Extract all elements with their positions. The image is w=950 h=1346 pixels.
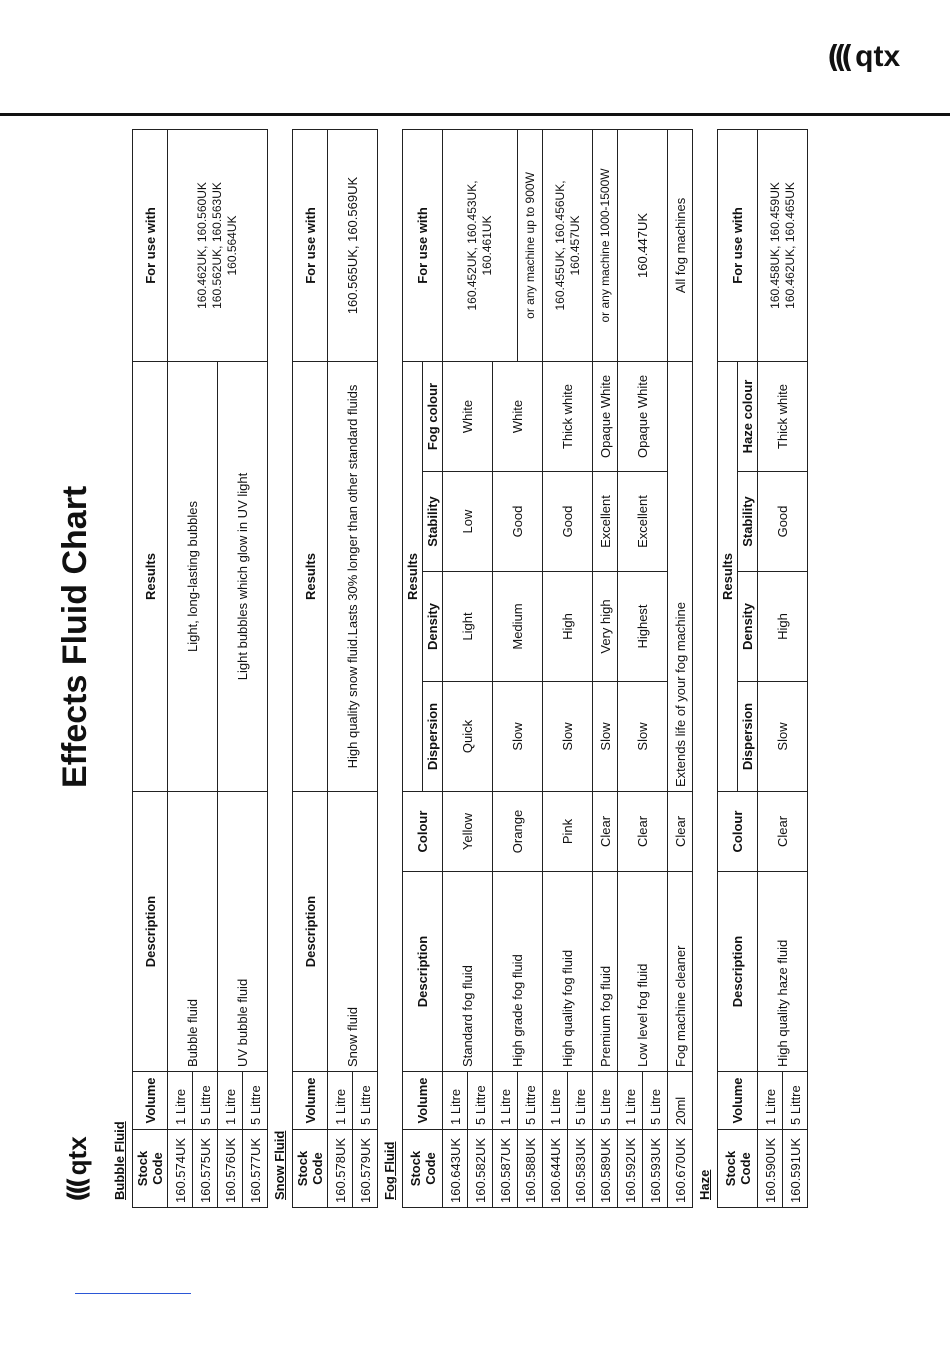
effects-fluid-chart (48, 130, 803, 1208)
stock-code: 160.587UK (493, 1130, 518, 1208)
header-colour: Colour (403, 792, 443, 872)
description: UV bubble fluid (218, 792, 268, 1072)
volume: 1 Litre (443, 1072, 468, 1130)
density: High (543, 572, 593, 682)
dispersion: Slow (493, 682, 543, 792)
haze-colour: Thick white (758, 361, 808, 471)
results: Light bubbles which glow in UV light (218, 362, 268, 792)
volume: 5 Littre (353, 1072, 378, 1130)
volume: 5 Litre (643, 1072, 668, 1130)
stock-code: 160.574UK (168, 1130, 193, 1208)
header-colour: Colour (718, 792, 758, 872)
fog-colour: Opaque White (593, 361, 618, 471)
volume: 1 Litre (758, 1072, 783, 1130)
header-description: Description (133, 792, 168, 1072)
colour: Clear (593, 792, 618, 872)
header-results: Results (133, 362, 168, 792)
for-use-line: 160.455UK, 160.456UK, (552, 180, 567, 311)
fog-colour: White (443, 361, 493, 471)
for-use-line: 160.462UK, 160.465UK (782, 182, 797, 309)
header-stock-code: Stock Code (293, 1130, 328, 1208)
table-row (668, 129, 693, 1207)
description: High grade fog fluid (493, 872, 543, 1072)
stock-code: 160.575UK (193, 1130, 218, 1208)
section-title-snow: Snow Fluid (272, 1130, 287, 1200)
header-results: Results (293, 362, 328, 792)
table-row (328, 130, 353, 1208)
volume: 5 Littre (193, 1072, 218, 1130)
header-stability: Stability (738, 472, 758, 572)
stock-code: 160.582UK (468, 1130, 493, 1208)
colour: Orange (493, 792, 543, 872)
stock-code: 160.592UK (618, 1130, 643, 1208)
description: Bubble fluid (168, 792, 218, 1072)
description: Premium fog fluid (593, 872, 618, 1072)
header-for-use: For use with (293, 130, 328, 362)
header-fog-colour: Fog colour (423, 361, 443, 471)
header-results: Results (403, 361, 423, 791)
for-use-with (758, 129, 808, 361)
for-use-line: 160.457UK (567, 215, 582, 276)
volume: 5 Littre (468, 1072, 493, 1130)
qtx-waves-icon: ((( (62, 1181, 93, 1202)
density: Very high (593, 572, 618, 682)
colour: Clear (758, 792, 808, 872)
stock-code: 160.644UK (543, 1130, 568, 1208)
volume: 1 Litre (618, 1072, 643, 1130)
section-title-haze: Haze (697, 1169, 712, 1200)
header-volume: Volume (718, 1072, 758, 1130)
section-title-fog: Fog Fluid (382, 1141, 397, 1200)
snow-table (292, 129, 378, 1208)
qtx-waves-icon: ((( (827, 39, 848, 75)
colour: Clear (668, 792, 693, 872)
for-use-line: 160.564UK (225, 215, 239, 276)
for-use-with: or any machine up to 900W (518, 129, 543, 361)
header-brand: qtx (855, 40, 901, 73)
header-volume: Volume (133, 1072, 168, 1130)
table-row (758, 129, 783, 1207)
description: Fog machine cleaner (668, 872, 693, 1072)
density: Light (443, 572, 493, 682)
header-volume: Volume (293, 1072, 328, 1130)
dispersion: Slow (618, 682, 668, 792)
header-results: Results (718, 361, 738, 791)
dispersion: Slow (758, 682, 808, 792)
volume: 5 Littre (243, 1072, 268, 1130)
stock-code: 160.591UK (783, 1130, 808, 1208)
stock-code: 160.576UK (218, 1130, 243, 1208)
table-header-row (293, 130, 328, 1208)
header-description: Description (293, 792, 328, 1072)
stability: Excellent (618, 472, 668, 572)
header-for-use: For use with (403, 129, 443, 361)
description: High quality fog fluid (543, 872, 593, 1072)
for-use-with: or any machine 1000-1500W (593, 129, 618, 361)
stability: Excellent (593, 472, 618, 572)
fog-colour: Thick white (543, 361, 593, 471)
title-row (48, 130, 108, 1208)
table-header-row (403, 129, 423, 1207)
bubble-table (132, 129, 268, 1208)
description: High quality haze fluid (758, 872, 808, 1072)
for-use-with (443, 129, 518, 361)
stock-code: 160.670UK (668, 1130, 693, 1208)
header-stock-code: Stock Code (718, 1130, 758, 1208)
stock-code: 160.593UK (643, 1130, 668, 1208)
header-logo (826, 40, 906, 74)
sheet-logo (62, 1136, 93, 1202)
fog-colour: Opaque White (618, 361, 668, 471)
stock-code: 160.588UK (518, 1130, 543, 1208)
table-header-row (718, 129, 738, 1207)
volume: 1 Litre (328, 1072, 353, 1130)
density: Highest (618, 572, 668, 682)
for-use-with: 160.565UK, 160.569UK (328, 130, 378, 362)
header-for-use: For use with (133, 130, 168, 362)
volume: 1 Litre (168, 1072, 193, 1130)
stability: Good (758, 472, 808, 572)
colour: Clear (618, 792, 668, 872)
for-use-line: 160.452UK, 160.453UK, (465, 180, 479, 311)
for-use-line: 160.461UK (480, 215, 494, 276)
fog-colour: White (493, 361, 543, 471)
for-use-line: 160.458UK, 160.459UK (767, 182, 782, 309)
volume: 5 Littre (518, 1072, 543, 1130)
table-row (618, 129, 643, 1207)
for-use-line: 160.562UK, 160.563UK (210, 182, 224, 309)
volume: 1 Litre (218, 1072, 243, 1130)
header-stock-code: Stock Code (403, 1130, 443, 1208)
description: Low level fog fluid (618, 872, 668, 1072)
header-divider (0, 113, 950, 116)
volume: 1 Litre (543, 1072, 568, 1130)
haze-table (717, 129, 808, 1208)
footer-link-underline[interactable] (75, 1293, 191, 1294)
results: High quality snow fluid.Lasts 30% longer than other standard fluids (328, 362, 378, 792)
density: High (758, 572, 808, 682)
header-haze-colour: Haze colour (738, 361, 758, 471)
header-dispersion: Dispersion (738, 682, 758, 792)
header-for-use: For use with (718, 129, 758, 361)
header-description: Description (718, 872, 758, 1072)
description: Snow fluid (328, 792, 378, 1072)
stability: Good (493, 472, 543, 572)
for-use-with (543, 129, 593, 361)
header-stability: Stability (423, 472, 443, 572)
results: Light, long-lasting bubbles (168, 362, 218, 792)
results: Extends life of your fog machine (668, 361, 693, 791)
density: Medium (493, 572, 543, 682)
dispersion: Slow (543, 682, 593, 792)
stability: Good (543, 472, 593, 572)
table-row (168, 130, 193, 1208)
volume: 5 Litre (568, 1072, 593, 1130)
stock-code: 160.590UK (758, 1130, 783, 1208)
header-density: Density (423, 572, 443, 682)
description: Standard fog fluid (443, 872, 493, 1072)
rotated-sheet-container (48, 130, 803, 1208)
table-header-row (133, 130, 168, 1208)
page-title: Effects Fluid Chart (56, 485, 94, 788)
header-density: Density (738, 572, 758, 682)
volume: 5 Littre (783, 1072, 808, 1130)
header-stock-code: Stock Code (133, 1130, 168, 1208)
stock-code: 160.579UK (353, 1130, 378, 1208)
table-row (443, 129, 468, 1207)
for-use-with (168, 130, 268, 362)
stock-code: 160.583UK (568, 1130, 593, 1208)
stock-code: 160.577UK (243, 1130, 268, 1208)
table-row (543, 129, 568, 1207)
stock-code: 160.643UK (443, 1130, 468, 1208)
volume: 1 Litre (493, 1072, 518, 1130)
stability: Low (443, 472, 493, 572)
dispersion: Slow (593, 682, 618, 792)
colour: Pink (543, 792, 593, 872)
header-volume: Volume (403, 1072, 443, 1130)
colour: Yellow (443, 792, 493, 872)
volume: 5 Litre (593, 1072, 618, 1130)
volume: 20ml (668, 1072, 693, 1130)
header-dispersion: Dispersion (423, 682, 443, 792)
stock-code: 160.589UK (593, 1130, 618, 1208)
sheet-brand: qtx (62, 1136, 92, 1176)
for-use-line: 160.462UK, 160.560UK (195, 182, 209, 309)
section-title-bubble: Bubble Fluid (112, 1121, 127, 1200)
fog-table (402, 129, 693, 1208)
for-use-with: 160.447UK (618, 129, 668, 361)
stock-code: 160.578UK (328, 1130, 353, 1208)
table-row (593, 129, 618, 1207)
for-use-with: All fog machines (668, 129, 693, 361)
dispersion: Quick (443, 682, 493, 792)
header-description: Description (403, 872, 443, 1072)
